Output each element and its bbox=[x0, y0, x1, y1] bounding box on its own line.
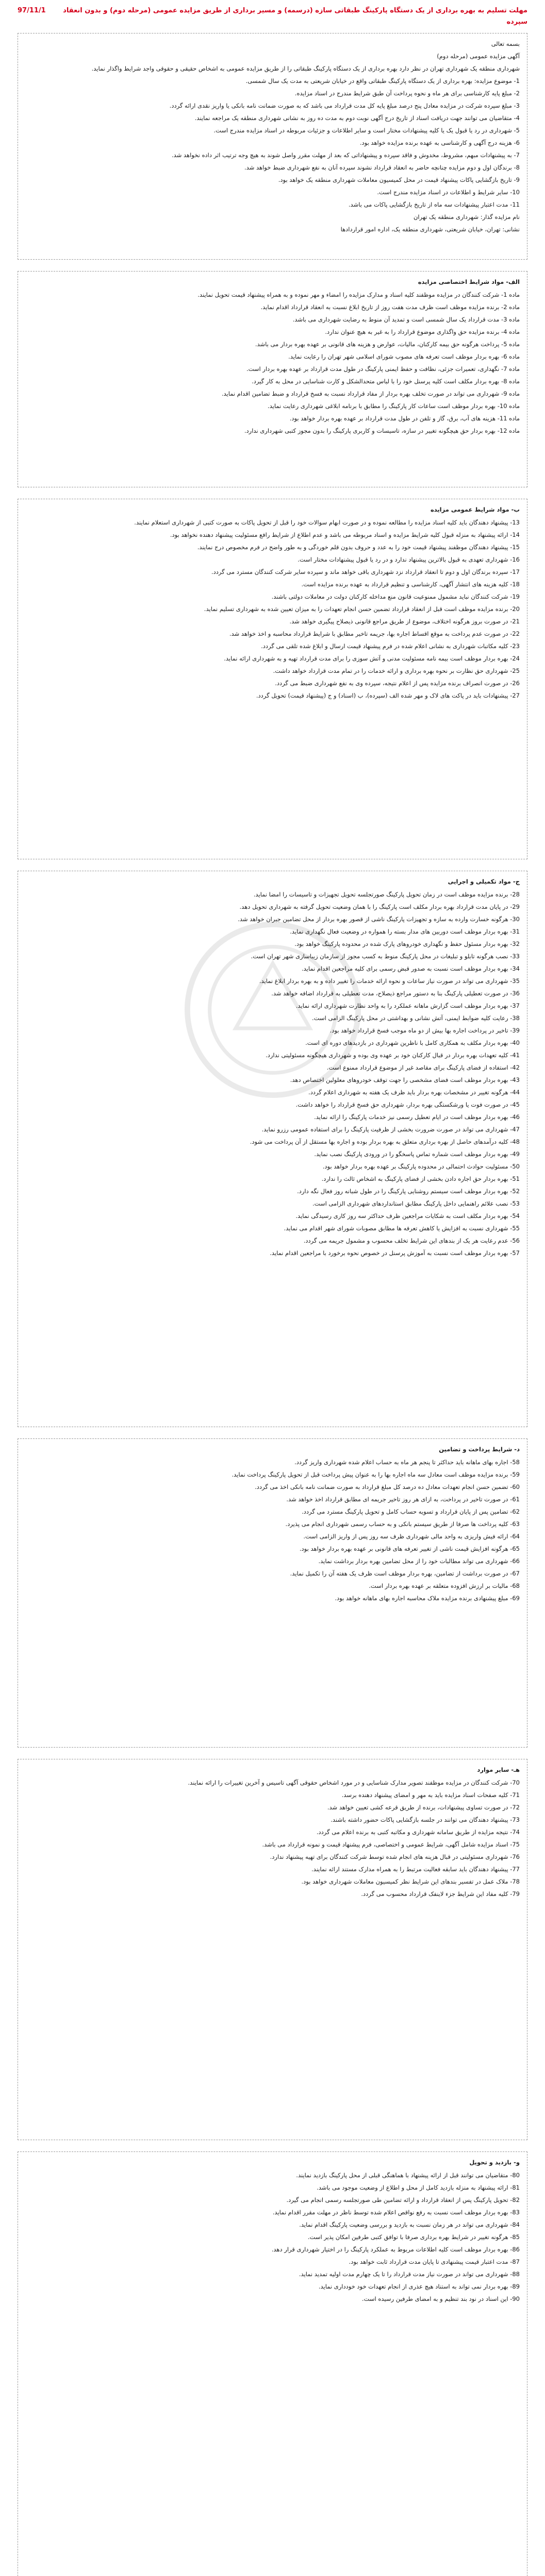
section-handover-terms-body bbox=[25, 2170, 520, 2304]
sec1-paragraph: 6- هزینه درج آگهی و کارشناسی به عهده برنده مزایده خواهد بود. bbox=[359, 139, 520, 146]
sec3-paragraph: 20- برنده مزایده موظف است قبل از انعقاد قرارداد تضمین حسن انجام تعهدات را به میزان تعیین شده به شهرداری تسلیم نماید. bbox=[204, 605, 520, 613]
sec5-paragraph: 66- شهرداری می تواند مطالبات خود را از محل تضامین بهره بردار برداشت نماید. bbox=[318, 1557, 520, 1565]
sec5-paragraph: 64- ارائه فیش واریزی به واحد مالی شهرداری ظرف سه روز پس از واریز الزامی است. bbox=[303, 1533, 520, 1540]
sec4-paragraph: 40- بهره بردار مکلف به همکاری کامل با ناظرین شهرداری در بازدیدهای دوره ای است. bbox=[305, 1039, 520, 1046]
sec2-paragraph: ماده 1- شرکت کنندگان در مزایده موظفند کلیه اسناد و مدارک مزایده را امضاء و مهر نموده و به همراه پیشنهاد قیمت تحویل نمایند. bbox=[197, 291, 520, 298]
sec1-paragraph: 5- شهرداری در رد یا قبول یک یا کلیه پیشنهادات مختار است و سایر اطلاعات و جزئیات مربوطه در اسناد مزایده مندرج است. bbox=[213, 127, 520, 134]
sec4-paragraph: 36- در صورت تعطیلی پارکینگ بنا به دستور مراجع ذیصلاح، مدت تعطیلی به قرارداد اضافه خواهد شد. bbox=[271, 990, 520, 997]
sec4-paragraph: 45- در صورت فوت یا ورشکستگی بهره بردار، شهرداری حق فسخ قرارداد را خواهد داشت. bbox=[295, 1101, 520, 1108]
sec1-paragraph: نام مزایده گذار: شهرداری منطقه یک تهران bbox=[413, 213, 520, 221]
sec5-paragraph: 60- تضمین حسن انجام تعهدات معادل ده درصد کل مبلغ قرارداد به صورت ضمانت نامه بانکی اخذ می گردد. bbox=[255, 1483, 520, 1490]
section-other-terms-body bbox=[25, 1777, 520, 1900]
sec1-paragraph: 1- موضوع مزایده: بهره برداری از یک دستگاه پارکینگ طبقاتی واقع در خیابان شریعتی به مدت یک سال شمسی. bbox=[245, 77, 520, 84]
sec4-paragraph: 29- در پایان مدت قرارداد بهره بردار مکلف است پارکینگ را با همان وضعیت تحویل گرفته به شهرداری تحویل دهد. bbox=[239, 903, 520, 910]
sec1-paragraph: 8- برندگان اول و دوم مزایده چنانچه حاضر به انعقاد قرارداد نشوند سپرده آنان به نفع شهرداری ضبط خواهد شد. bbox=[244, 164, 520, 171]
sec7-paragraph: 81- ارائه پیشنهاد به منزله بازدید کامل از محل و اطلاع از وضعیت موجود می باشد. bbox=[317, 2184, 520, 2191]
sec2-paragraph: ماده 3- مدت قرارداد یک سال شمسی است و تمدید آن منوط به رضایت شهرداری می باشد. bbox=[292, 316, 520, 323]
sec6-paragraph: 73- پیشنهاد دهندگان می توانند در جلسه بازگشایی پاکات حضور داشته باشند. bbox=[331, 1816, 520, 1823]
section-announcement bbox=[18, 33, 527, 260]
sec5-paragraph: 65- هرگونه افزایش قیمت ناشی از تغییر تعرفه های قانونی بر عهده بهره بردار خواهد بود. bbox=[299, 1545, 520, 1552]
sec4-paragraph: 30- هرگونه خسارت وارده به سازه و تجهیزات پارکینگ ناشی از قصور بهره بردار از محل تضامین جبران خواهد شد. bbox=[238, 916, 520, 923]
sec7-paragraph: 84- شهرداری می تواند در هر زمان نسبت به بازدید و بررسی وضعیت پارکینگ اقدام نماید. bbox=[299, 2221, 520, 2228]
sec4-paragraph: 47- شهرداری می تواند در صورت ضرورت بخشی از ظرفیت پارکینگ را برای استفاده عمومی رزرو نماید. bbox=[261, 1126, 520, 1133]
sec4-paragraph: 46- بهره بردار موظف است در ایام تعطیل رسمی نیز خدمات پارکینگ را ارائه نماید. bbox=[314, 1113, 520, 1121]
section-other-terms bbox=[18, 1759, 527, 2140]
sec1-paragraph: آگهی مزایده عمومی (مرحله دوم) bbox=[437, 53, 520, 60]
section-executive-terms-body bbox=[25, 889, 520, 1259]
sec2-paragraph: ماده 6- بهره بردار موظف است تعرفه های مصوب شورای اسلامی شهر تهران را رعایت نماید. bbox=[288, 353, 520, 360]
sec2-paragraph: ماده 2- برنده مزایده موظف است ظرف مدت هفت روز از تاریخ ابلاغ نسبت به انعقاد قرارداد اقدام نماید. bbox=[260, 303, 520, 311]
sec1-paragraph: 7- به پیشنهادات مبهم، مشروط، مخدوش و فاقد سپرده و پیشنهاداتی که بعد از مهلت مقرر واصل شوند به هیچ وجه ترتیب اثر داده نخواهد شد. bbox=[172, 151, 520, 159]
section-executive-terms-title: ج- مواد تکمیلی و اجرایی bbox=[448, 878, 520, 885]
sec3-paragraph: 14- ارائه پیشنهاد به منزله قبول کلیه شرایط مزایده و اسناد مربوطه می باشد و عدم اطلاع از شرایط رافع مسئولیت پیشنهاد دهنده نخواهد بود. bbox=[170, 531, 520, 538]
sec4-paragraph: 54- بهره بردار مکلف است به شکایات مراجعین ظرف حداکثر سه روز کاری رسیدگی نماید. bbox=[295, 1212, 520, 1219]
sec7-paragraph: 80- متقاضیان می توانند قبل از ارائه پیشنهاد با هماهنگی قبلی از محل پارکینگ بازدید نمایند. bbox=[296, 2172, 520, 2179]
section-handover-terms-title: و- بازدید و تحویل bbox=[469, 2159, 520, 2166]
sec3-paragraph: 18- کلیه هزینه های انتشار آگهی، کارشناسی و تنظیم قرارداد به عهده برنده مزایده است. bbox=[301, 581, 520, 588]
section-general-terms-body bbox=[25, 517, 520, 701]
sec1-paragraph: شهرداری منطقه یک شهرداری تهران در نظر دارد بهره برداری از یک دستگاه پارکینگ طبقاتی را از طریق مزایده عمومی به اشخاص حقیقی و حقوقی واجد شرایط واگذار نماید. bbox=[91, 65, 520, 72]
sec3-paragraph: 22- در صورت عدم پرداخت به موقع اقساط اجاره بها، جریمه تاخیر مطابق با شرایط قرارداد محاسبه و اخذ خواهد شد. bbox=[229, 630, 520, 637]
sec5-paragraph: 61- در صورت تاخیر در پرداخت، به ازای هر روز تاخیر جریمه ای مطابق قرارداد اخذ خواهد شد. bbox=[286, 1496, 520, 1503]
section-special-terms bbox=[18, 271, 527, 487]
sec5-paragraph: 58- اجاره بهای ماهانه باید حداکثر تا پنجم هر ماه به حساب اعلام شده شهرداری واریز گردد. bbox=[294, 1459, 520, 1466]
section-special-terms-body bbox=[25, 290, 520, 436]
sec1-paragraph: 9- تاریخ بازگشایی پاکات پیشنهاد قیمت در محل کمیسیون معاملات شهرداری منطقه یک خواهد بود. bbox=[278, 176, 520, 183]
sec2-paragraph: ماده 4- برنده مزایده حق واگذاری موضوع قرارداد را به غیر به هیچ عنوان ندارد. bbox=[325, 328, 520, 335]
sec3-paragraph: 21- در صورت بروز هرگونه اختلاف، موضوع از طریق مراجع قانونی ذیصلاح پیگیری خواهد شد. bbox=[289, 618, 520, 625]
sec3-paragraph: 15- پیشنهاد دهندگان موظفند پیشنهاد قیمت خود را به عدد و حروف بدون قلم خوردگی و به طور واضح در فرم مخصوص درج نمایند. bbox=[197, 544, 520, 551]
sec4-paragraph: 48- کلیه درآمدهای حاصل از بهره برداری متعلق به بهره بردار بوده و اجاره بها مستقل از آن پرداخت می شود. bbox=[250, 1138, 520, 1145]
sec4-paragraph: 35- شهرداری می تواند در صورت نیاز ساعات و نحوه ارائه خدمات را تغییر داده و به بهره بردار ابلاغ نماید. bbox=[259, 977, 520, 985]
sec5-paragraph: 63- کلیه پرداخت ها صرفا از طریق سیستم بانکی و به حساب رسمی شهرداری انجام می پذیرد. bbox=[285, 1520, 520, 1528]
sec2-paragraph: ماده 9- شهرداری می تواند در صورت تخلف بهره بردار از مفاد قرارداد نسبت به فسخ قرارداد و ضبط تضامین اقدام نماید. bbox=[221, 390, 520, 397]
sec4-paragraph: 37- بهره بردار موظف است گزارش ماهانه عملکرد را به واحد نظارت شهرداری ارائه نماید. bbox=[295, 1002, 520, 1009]
sec3-paragraph: 17- سپرده برندگان اول و دوم تا انعقاد قرارداد نزد شهرداری باقی خواهد ماند و سپرده سایر شرکت کنندگان مسترد می گردد. bbox=[211, 568, 520, 575]
section-general-terms-title: ب- مواد شرایط عمومی مزایده bbox=[430, 506, 520, 513]
sec4-paragraph: 44- هرگونه تغییر در مشخصات بهره بردار باید ظرف یک هفته به شهرداری اعلام گردد. bbox=[308, 1089, 520, 1096]
sec3-paragraph: 19- شرکت کنندگان نباید مشمول ممنوعیت قانون منع مداخله کارکنان دولت در معاملات دولتی باشند. bbox=[271, 593, 520, 600]
sec4-paragraph: 42- استفاده از فضای پارکینگ برای مقاصد غیر از موضوع قرارداد ممنوع است. bbox=[326, 1064, 520, 1071]
section-executive-terms bbox=[18, 871, 527, 1427]
sec2-paragraph: ماده 7- نگهداری، تعمیرات جزئی، نظافت و حفظ ایمنی پارکینگ در طول مدت قرارداد بر عهده بهره بردار است. bbox=[246, 365, 520, 372]
sec3-paragraph: 26- در صورت انصراف برنده مزایده پس از اعلام نتیجه، سپرده وی به نفع شهرداری ضبط می گردد. bbox=[275, 680, 520, 687]
sec5-paragraph: 67- در صورت برداشت از تضامین، بهره بردار موظف است ظرف یک هفته آن را تکمیل نماید. bbox=[290, 1570, 520, 1577]
sec4-paragraph: 28- برنده مزایده موظف است در زمان تحویل پارکینگ صورتجلسه تحویل تجهیزات و تاسیسات را امضا نماید. bbox=[253, 891, 520, 898]
section-special-terms-title: الف- مواد شرایط اختصاصی مزایده bbox=[418, 278, 520, 285]
sec4-paragraph: 33- نصب هرگونه تابلو و تبلیغات در محل پارکینگ منوط به کسب مجوز از سازمان زیباسازی شهر تهران است. bbox=[251, 953, 520, 960]
sec6-paragraph: 71- کلیه صفحات اسناد مزایده باید به مهر و امضای پیشنهاد دهنده برسد. bbox=[341, 1791, 520, 1799]
sec1-paragraph: 10- سایر شرایط و اطلاعات در اسناد مزایده مندرج است. bbox=[377, 189, 520, 196]
sec3-paragraph: 16- شهرداری تعهدی به قبول بالاترین پیشنهاد ندارد و در رد یا قبول پیشنهادات مختار است. bbox=[298, 556, 520, 563]
sec1-paragraph: 4- متقاضیان می توانند جهت دریافت اسناد از تاریخ درج آگهی نوبت دوم به مدت ده روز به نشانی شهرداری منطقه یک مراجعه نمایند. bbox=[194, 114, 520, 122]
sec3-paragraph: 24- بهره بردار موظف است بیمه نامه مسئولیت مدنی و آتش سوزی را برای مدت قرارداد تهیه و به شهرداری ارائه نماید. bbox=[224, 655, 520, 662]
sec6-paragraph: 77- پیشنهاد دهندگان باید سابقه فعالیت مرتبط را به همراه مدارک مستند ارائه نمایند. bbox=[311, 1866, 520, 1873]
sec7-paragraph: 89- بهره بردار نمی تواند به استناد هیچ عذری از انجام تعهدات خود خودداری نماید. bbox=[318, 2283, 520, 2290]
sec3-paragraph: 13- پیشنهاد دهندگان باید کلیه اسناد مزایده را مطالعه نموده و در صورت ابهام سوالات خود را قبل از تحویل پاکات به صورت کتبی از شهرداری استعلام نمایند. bbox=[134, 519, 520, 526]
sec7-paragraph: 83- بهره بردار موظف است نسبت به رفع نواقص اعلام شده توسط ناظر در مهلت مقرر اقدام نماید. bbox=[272, 2209, 520, 2216]
header-date: 97/11/1 bbox=[18, 7, 46, 14]
sec4-paragraph: 34- بهره بردار موظف است نسبت به صدور قبض رسمی برای کلیه مراجعین اقدام نماید. bbox=[301, 965, 520, 972]
sec3-paragraph: 27- پیشنهادات باید در پاکت های لاک و مهر شده الف (سپرده)، ب (اسناد) و ج (پیشنهاد قیمت) تحویل گردد. bbox=[256, 692, 520, 699]
sec3-paragraph: 25- شهرداری حق نظارت بر نحوه بهره برداری و ارائه خدمات را در تمام مدت قرارداد خواهد داشت. bbox=[273, 667, 520, 674]
sec1-paragraph: نشانی: تهران، خیابان شریعتی، شهرداری منطقه یک، اداره امور قراردادها bbox=[340, 226, 520, 233]
sec4-paragraph: 56- عدم رعایت هر یک از بندهای این شرایط تخلف محسوب و مشمول جریمه می گردد. bbox=[303, 1237, 520, 1244]
sec7-paragraph: 86- بهره بردار موظف است کلیه اطلاعات مربوط به عملکرد پارکینگ را در اختیار شهرداری قرار دهد. bbox=[271, 2246, 520, 2253]
sec4-paragraph: 31- بهره بردار موظف است دوربین های مدار بسته را همواره در وضعیت فعال نگهداری نماید. bbox=[290, 928, 520, 935]
section-general-terms bbox=[18, 499, 527, 859]
sec3-paragraph: 23- کلیه مکاتبات شهرداری به نشانی اعلام شده در فرم پیشنهاد قیمت ارسال و ابلاغ شده تلقی می گردد. bbox=[261, 642, 520, 650]
section-payment-terms bbox=[18, 1438, 527, 1748]
sec6-paragraph: 76- شهرداری مسئولیتی در قبال هزینه های انجام شده توسط شرکت کنندگان برای تهیه پیشنهاد ندارد. bbox=[270, 1853, 520, 1860]
sec2-paragraph: ماده 12- بهره بردار حق هیچگونه تغییر در سازه، تاسیسات و کاربری پارکینگ را بدون مجوز کتبی شهرداری ندارد. bbox=[244, 427, 520, 434]
sec4-paragraph: 49- بهره بردار موظف است شماره تماس پاسخگو را در ورودی پارکینگ نصب نماید. bbox=[314, 1150, 520, 1158]
section-handover-terms bbox=[18, 2151, 527, 2576]
sec6-paragraph: 79- کلیه مفاد این شرایط جزء لاینفک قرارداد محسوب می گردد. bbox=[361, 1890, 520, 1897]
sec4-paragraph: 38- رعایت کلیه ضوابط ایمنی، آتش نشانی و بهداشتی در محل پارکینگ الزامی است. bbox=[312, 1014, 520, 1022]
sec4-paragraph: 43- بهره بردار موظف است فضای مشخصی را جهت توقف خودروهای معلولین اختصاص دهد. bbox=[290, 1076, 520, 1083]
sec7-paragraph: 85- هرگونه تغییر در شرایط بهره برداری صرفا با توافق کتبی طرفین امکان پذیر است. bbox=[307, 2233, 520, 2241]
section-other-terms-title: هـ- سایر موارد bbox=[477, 1766, 520, 1773]
sec7-paragraph: 88- شهرداری می تواند در صورت نیاز مدت قرارداد را تا یک چهارم مدت اولیه تمدید نماید. bbox=[299, 2270, 520, 2278]
sec5-paragraph: 68- مالیات بر ارزش افزوده متعلقه بر عهده بهره بردار است. bbox=[369, 1582, 520, 1589]
sec1-paragraph: 11- مدت اعتبار پیشنهادات سه ماه از تاریخ بازگشایی پاکات می باشد. bbox=[348, 201, 520, 208]
sec7-paragraph: 90- این اسناد در نود بند تنظیم و به امضای طرفین رسیده است. bbox=[361, 2295, 520, 2302]
sec4-paragraph: 52- بهره بردار موظف است سیستم روشنایی پارکینگ را در طول شبانه روز فعال نگه دارد. bbox=[297, 1188, 520, 1195]
sec1-paragraph: بسمه تعالی bbox=[491, 40, 520, 47]
sec5-paragraph: 59- برنده مزایده موظف است معادل سه ماه اجاره بها را به عنوان پیش پرداخت قبل از تحویل پارکینگ پرداخت نماید. bbox=[232, 1471, 520, 1478]
sec6-paragraph: 78- ملاک عمل در تفسیر بندهای این شرایط نظر کمیسیون معاملات شهرداری خواهد بود. bbox=[301, 1878, 520, 1885]
sec4-paragraph: 53- نصب علائم راهنمایی داخل پارکینگ مطابق استانداردهای شهرداری الزامی است. bbox=[312, 1200, 520, 1207]
sec1-paragraph: 3- مبلغ سپرده شرکت در مزایده معادل پنج درصد مبلغ پایه کل مدت قرارداد می باشد که به صورت ضمانت نامه بانکی یا واریز نقدی ارائه گردد. bbox=[169, 102, 520, 109]
sec4-paragraph: 32- بهره بردار مسئول حفظ و نگهداری خودروهای پارک شده در محدوده پارکینگ خواهد بود. bbox=[294, 940, 520, 947]
sec6-paragraph: 70- شرکت کنندگان در مزایده موظفند تصویر مدارک شناسایی و در مورد اشخاص حقوقی آگهی تاسیس و آخرین تغییرات را ارائه نمایند. bbox=[188, 1779, 520, 1786]
sec5-paragraph: 69- مبلغ پیشنهادی برنده مزایده ملاک محاسبه اجاره بهای ماهانه خواهد بود. bbox=[335, 1595, 520, 1602]
sec4-paragraph: 51- بهره بردار حق اجاره دادن بخشی از فضای پارکینگ به اشخاص ثالث را ندارد. bbox=[321, 1175, 520, 1182]
sec4-paragraph: 55- شهرداری نسبت به افزایش یا کاهش تعرفه ها مطابق مصوبات شورای شهر اقدام می نماید. bbox=[284, 1225, 520, 1232]
sec5-paragraph: 62- تضامین پس از پایان قرارداد و تسویه حساب کامل و تحویل پارکینگ مسترد می گردد. bbox=[302, 1508, 520, 1515]
sec4-paragraph: 50- مسئولیت حوادث احتمالی در محدوده پارکینگ بر عهده بهره بردار خواهد بود. bbox=[322, 1163, 520, 1170]
sec2-paragraph: ماده 10- بهره بردار موظف است ساعات کار پارکینگ را مطابق با برنامه ابلاغی شهرداری رعایت نماید. bbox=[267, 402, 520, 410]
section-announcement-body bbox=[25, 39, 520, 235]
sec6-paragraph: 74- نتیجه مزایده از طریق سامانه شهرداری و مکاتبه کتبی به برنده اعلام می گردد. bbox=[316, 1828, 520, 1836]
sec2-paragraph: ماده 5- پرداخت هرگونه حق بیمه کارکنان، مالیات، عوارض و هزینه های قانونی بر عهده بهره بردار می باشد. bbox=[255, 341, 520, 348]
section-payment-terms-body bbox=[25, 1457, 520, 1604]
sec4-paragraph: 41- کلیه تعهدات بهره بردار در قبال کارکنان خود بر عهده وی بوده و شهرداری هیچگونه مسئولیتی ندارد. bbox=[266, 1052, 520, 1059]
sec7-paragraph: 82- تحویل پارکینگ پس از انعقاد قرارداد و ارائه تضامین طی صورتجلسه رسمی انجام می گیرد. bbox=[286, 2196, 520, 2204]
sec1-paragraph: 2- مبلغ پایه کارشناسی برای هر ماه و نحوه پرداخت آن طبق شرایط مندرج در اسناد مزایده. bbox=[294, 90, 520, 97]
section-payment-terms-title: د- شرایط پرداخت و تضامین bbox=[439, 1446, 520, 1453]
sec2-paragraph: ماده 8- بهره بردار مکلف است کلیه پرسنل خود را با لباس متحدالشکل و کارت شناسایی در محل به کار گیرد. bbox=[252, 378, 520, 385]
sec6-paragraph: 75- اسناد مزایده شامل آگهی، شرایط عمومی و اختصاصی، فرم پیشنهاد قیمت و نمونه قرارداد می باشد. bbox=[262, 1841, 520, 1848]
sec7-paragraph: 87- مدت اعتبار قیمت پیشنهادی تا پایان مدت قرارداد ثابت خواهد بود. bbox=[349, 2258, 520, 2265]
document-header bbox=[18, 5, 527, 28]
header-title: مهلت تسلیم به بهره برداری از یک دستگاه پارکینگ طبقاتی سازه (درسمه) و مسیر برداری از طریق مزایده عمومی (مرحله دوم) و بدون انعقاد سپرده bbox=[63, 7, 527, 26]
sec2-paragraph: ماده 11- هزینه های آب، برق، گاز و تلفن در طول مدت قرارداد بر عهده بهره بردار خواهد بود. bbox=[289, 415, 520, 422]
sec6-paragraph: 72- در صورت تساوی پیشنهادات، برنده از طریق قرعه کشی تعیین خواهد شد. bbox=[327, 1804, 520, 1811]
sec4-paragraph: 57- بهره بردار موظف است نسبت به آموزش پرسنل در خصوص نحوه برخورد با مراجعین اقدام نماید. bbox=[270, 1249, 520, 1257]
sec4-paragraph: 39- تاخیر در پرداخت اجاره بها بیش از دو ماه موجب فسخ قرارداد خواهد بود. bbox=[329, 1027, 520, 1034]
